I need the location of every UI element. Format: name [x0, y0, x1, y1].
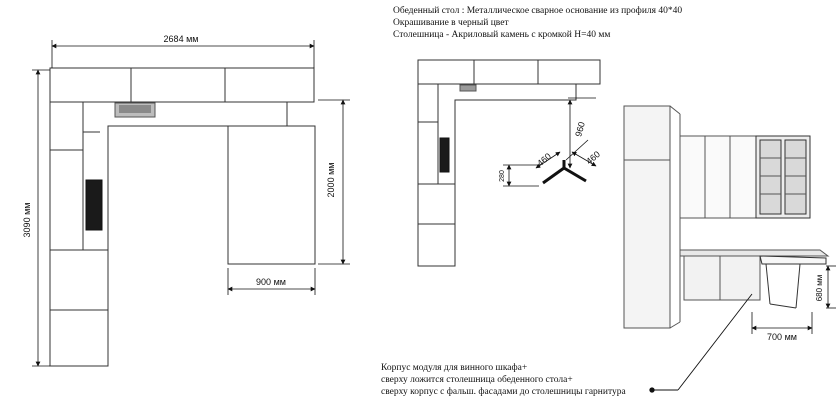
3d-tall-column — [624, 106, 670, 328]
plan-dining-table — [228, 126, 315, 264]
dim-width-label: 2684 мм — [163, 34, 199, 44]
view3d — [624, 106, 828, 328]
plan-top-cabinets — [50, 68, 314, 102]
section-view — [418, 60, 603, 266]
callout-line-1: Корпус модуля для винного шкафа+ — [381, 363, 528, 373]
section-oven — [440, 138, 449, 172]
dim-680-label: 680 мм — [815, 274, 824, 302]
note-line-3: Столешница - Акриловый камень с кромкой H=40 мм — [393, 30, 611, 40]
callout-line-2: сверху ложится столешница обеденного стола+ — [381, 375, 573, 385]
dim-table-length-label: 2000 мм — [326, 162, 336, 198]
note-line-2: Окрашивание в черный цвет — [393, 18, 509, 28]
callout-line-3: сверху корпус с фальш. фасадами до столешницы гарнитура — [381, 387, 626, 397]
dim-460b: 460 — [584, 149, 603, 167]
plan-view — [50, 68, 315, 366]
dim-700-label: 700 мм — [767, 332, 797, 342]
plan-left-cabinets — [50, 102, 83, 250]
dim-height-label: 3090 мм — [22, 202, 32, 238]
section-top-cabinets — [418, 60, 600, 84]
plan-lower-cabinet-2 — [50, 310, 108, 366]
dim-table-width-label: 900 мм — [256, 277, 286, 287]
dim-280: 280 — [499, 170, 506, 182]
table-leg-profile — [543, 160, 586, 183]
3d-base-cabinets — [684, 256, 760, 300]
plan-lower-cabinet-1 — [50, 250, 108, 310]
3d-countertop — [680, 250, 828, 256]
3d-table-top — [760, 256, 826, 264]
dim-460a: 460 — [535, 151, 554, 169]
plan-oven — [86, 180, 102, 230]
section-hood — [460, 85, 476, 91]
dim-960a: 960 — [573, 120, 587, 138]
3d-upper-cabinets — [680, 136, 756, 218]
note-line-1: Обеденный стол : Металлическое сварное основание из профиля 40*40 — [393, 6, 683, 16]
